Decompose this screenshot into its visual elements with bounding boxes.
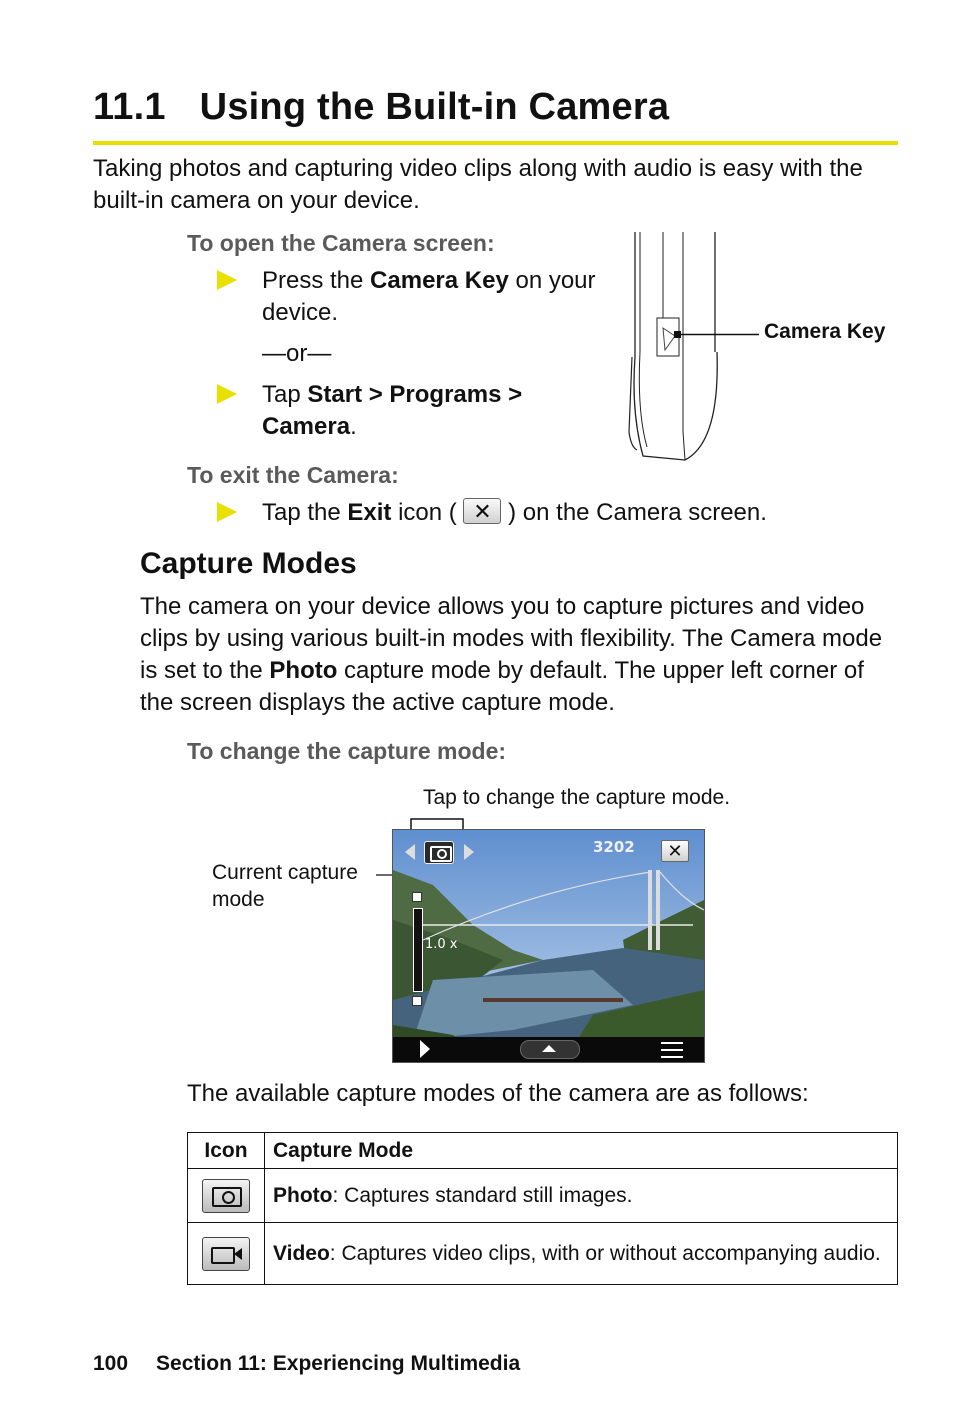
play-arrow-icon[interactable] bbox=[420, 1040, 430, 1058]
page-title bbox=[93, 86, 669, 129]
section-number: 11.1 bbox=[93, 86, 166, 128]
open-camera-subhead: To open the Camera screen: bbox=[187, 230, 495, 256]
exit-camera-subhead: To exit the Camera: bbox=[187, 462, 399, 488]
mode-description: : Captures video clips, with or without accompanying audio. bbox=[329, 1242, 881, 1265]
device-side-illustration bbox=[625, 232, 735, 464]
or-divider: —or— bbox=[262, 340, 332, 367]
camera-key-leader-line bbox=[674, 328, 759, 342]
table-header-icon: Icon bbox=[188, 1133, 265, 1169]
title-rule bbox=[93, 141, 898, 145]
camera-screen bbox=[392, 829, 705, 1063]
paragraph-text: capture mode by default. The upper left corner of the screen displays the active capture mode. bbox=[140, 657, 864, 716]
table-row bbox=[188, 1223, 898, 1285]
step-text: Tap bbox=[262, 381, 308, 408]
photo-camera-icon bbox=[202, 1179, 250, 1213]
chevron-up-icon bbox=[542, 1045, 556, 1052]
step-bold: Exit bbox=[347, 499, 392, 526]
table-row bbox=[188, 1169, 898, 1223]
bullet-arrow-icon bbox=[217, 502, 237, 522]
step-tap-exit bbox=[262, 497, 882, 529]
bullet-arrow-icon bbox=[217, 270, 237, 290]
capture-modes-paragraph bbox=[140, 591, 898, 719]
bullet-arrow-icon bbox=[217, 384, 237, 404]
step-bold: Camera Key bbox=[370, 267, 509, 294]
zoom-slider[interactable] bbox=[413, 908, 423, 992]
intro-paragraph: Taking photos and capturing video clips along with audio is easy with the built-in camera on your device. bbox=[93, 155, 863, 214]
video-lens-shape bbox=[234, 1248, 242, 1260]
section-title: Using the Built-in Camera bbox=[199, 86, 670, 128]
current-mode-callout: Current capture mode bbox=[212, 861, 358, 911]
mode-name: Photo bbox=[273, 1183, 333, 1207]
mode-next-arrow-icon[interactable] bbox=[464, 844, 474, 860]
step-text: on your device. bbox=[262, 267, 596, 326]
step-text: Tap the bbox=[262, 499, 348, 526]
step-text: Press the bbox=[262, 267, 371, 294]
video-body-shape bbox=[211, 1247, 235, 1264]
capture-modes-heading: Capture Modes bbox=[140, 547, 357, 580]
zoom-level-label: 1.0 x bbox=[425, 937, 458, 952]
step-text: . bbox=[350, 413, 357, 440]
close-icon: ✕ bbox=[473, 499, 492, 524]
menu-list-icon[interactable] bbox=[661, 1042, 683, 1058]
mode-name: Video bbox=[273, 1242, 330, 1265]
exit-close-icon[interactable]: ✕ bbox=[661, 840, 689, 862]
camera-lens-shape bbox=[437, 849, 447, 859]
table-cell-mode bbox=[265, 1169, 898, 1223]
table-cell-icon bbox=[188, 1169, 265, 1223]
paragraph-text: The camera on your device allows you to capture pictures and video clips by using various built-in modes with flexibility. The Camera mode is set to the bbox=[140, 593, 883, 684]
zoom-in-marker[interactable] bbox=[412, 892, 422, 902]
mode-prev-arrow-icon[interactable] bbox=[405, 844, 415, 860]
table-cell-icon bbox=[188, 1223, 265, 1285]
camera-lens-shape bbox=[222, 1191, 235, 1204]
mode-description: : Captures standard still images. bbox=[332, 1183, 633, 1207]
step-bold: Camera bbox=[262, 413, 351, 440]
capture-modes-table bbox=[187, 1132, 898, 1285]
table-header-row bbox=[188, 1133, 898, 1169]
table-header-mode: Capture Mode bbox=[265, 1133, 898, 1169]
change-mode-subhead: To change the capture mode: bbox=[187, 738, 507, 764]
camera-key-callout: Camera Key bbox=[764, 320, 886, 343]
page-number: 100 bbox=[93, 1352, 129, 1375]
tap-change-callout: Tap to change the capture mode. bbox=[423, 786, 731, 809]
expand-toolbar-button[interactable] bbox=[520, 1040, 580, 1059]
page-footer bbox=[93, 1352, 520, 1376]
paragraph-bold: Photo bbox=[269, 657, 338, 684]
photo-mode-icon[interactable] bbox=[424, 841, 454, 864]
step-bold: Start > Programs > bbox=[307, 381, 523, 408]
step-tap-start-programs bbox=[262, 379, 582, 443]
step-press-camera-key bbox=[262, 265, 612, 329]
available-modes-text: The available capture modes of the camera are as follows: bbox=[187, 1080, 809, 1107]
step-text: icon ( bbox=[391, 499, 464, 526]
zoom-out-marker[interactable] bbox=[412, 996, 422, 1006]
shots-remaining-counter: 3202 bbox=[593, 838, 635, 856]
video-camera-icon bbox=[202, 1237, 250, 1271]
footer-section: Section 11: Experiencing Multimedia bbox=[156, 1352, 521, 1375]
step-text: ) on the Camera screen. bbox=[501, 499, 767, 526]
table-cell-mode bbox=[265, 1223, 898, 1285]
exit-button-illustration bbox=[463, 498, 501, 524]
